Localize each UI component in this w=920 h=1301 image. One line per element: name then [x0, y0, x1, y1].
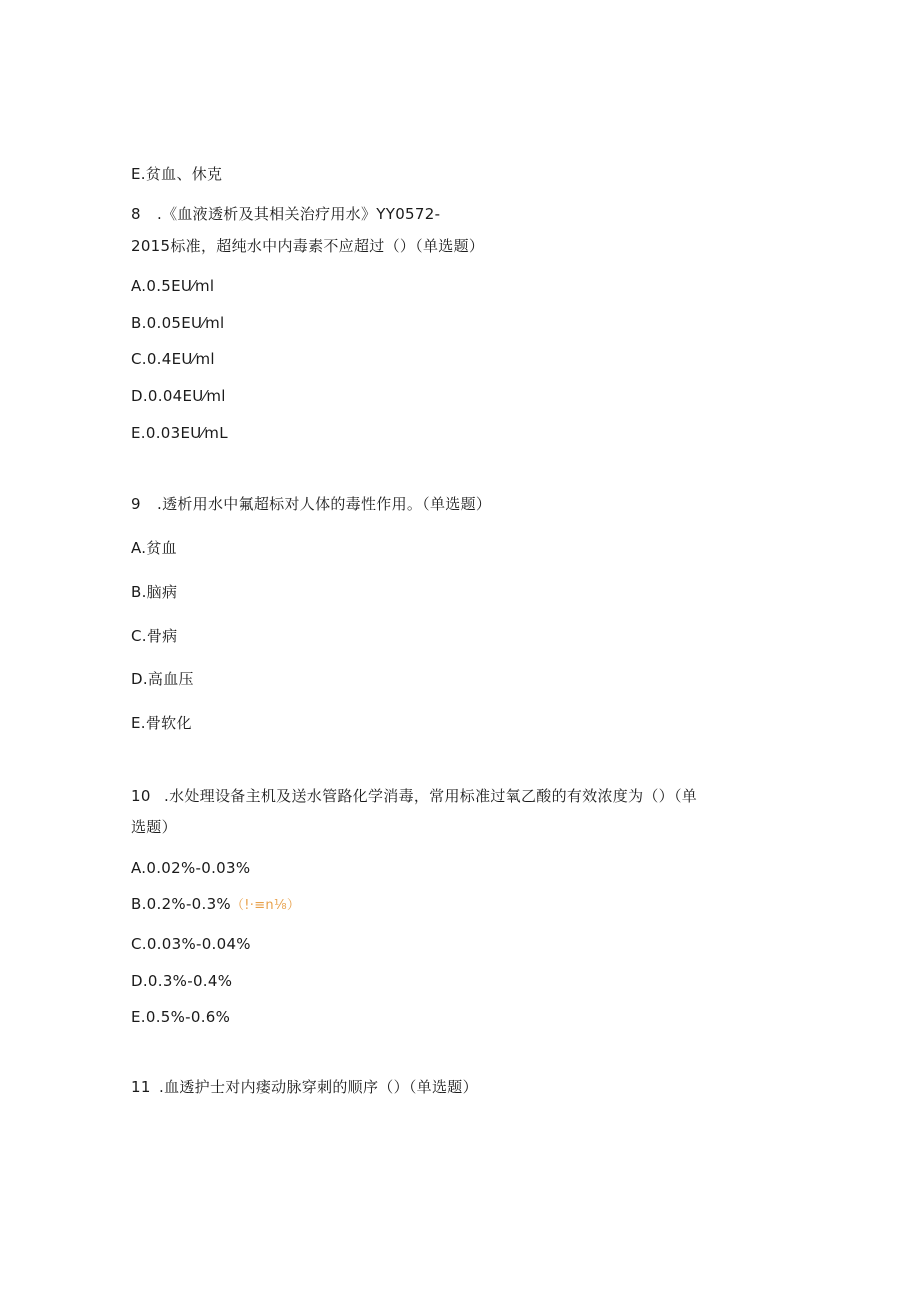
q10-option-a: A.0.02%-0.03%: [131, 859, 251, 877]
q9-option-d: D.高血压: [131, 670, 194, 688]
q10-option-d: D.0.3%-0.4%: [131, 972, 233, 990]
q10-number: 10: [131, 787, 151, 805]
q10-option-e: E.0.5%-0.6%: [131, 1008, 231, 1026]
q10-option-b-mark: （!·≡n⅛）: [231, 898, 301, 913]
q9-option-c: C.骨病: [131, 627, 178, 645]
q10-stem-line2: 选题）: [131, 818, 177, 836]
q8-stem-text: .《血液透析及其相关治疗用水》YY0572-: [157, 205, 441, 223]
q10-option-b: [131, 894, 300, 916]
q9-number: 9: [131, 495, 141, 513]
q10-stem-text: .水处理设备主机及送水管路化学消毒，常用标准过氧乙酸的有效浓度为（）（单: [164, 787, 698, 805]
q8-option-c: C.0.4EU⁄ml: [131, 350, 215, 368]
q9-option-b: B.脑病: [131, 583, 178, 601]
q8-option-b: B.0.05EU⁄ml: [131, 314, 225, 332]
q11-number: 11: [131, 1078, 151, 1096]
q8-option-a: A.0.5EU⁄ml: [131, 277, 215, 295]
q9-stem: [131, 494, 491, 514]
q7-option-e: E.贫血、休克: [131, 165, 223, 183]
q9-stem-text: .透析用水中氟超标对人体的毒性作用。（单选题）: [157, 495, 492, 513]
q8-number: 8: [131, 205, 141, 223]
q8-stem-line2: 2015标准，超纯水中内毒素不应超过（）（单选题）: [131, 237, 485, 255]
q8-option-e: E.0.03EU⁄mL: [131, 424, 228, 442]
q10-stem-line1: [131, 786, 697, 806]
q9-option-a: A.贫血: [131, 539, 177, 557]
q11-stem-text: .血透护士对内瘘动脉穿刺的顺序（）（单选题）: [159, 1078, 478, 1096]
q11-stem: [131, 1077, 478, 1097]
q10-option-c: C.0.03%-0.04%: [131, 935, 251, 953]
q10-option-b-text: B.0.2%-0.3%: [131, 895, 231, 913]
q8-stem-line1: [131, 204, 440, 224]
q9-option-e: E.骨软化: [131, 714, 192, 732]
q8-option-d: D.0.04EU⁄ml: [131, 387, 226, 405]
